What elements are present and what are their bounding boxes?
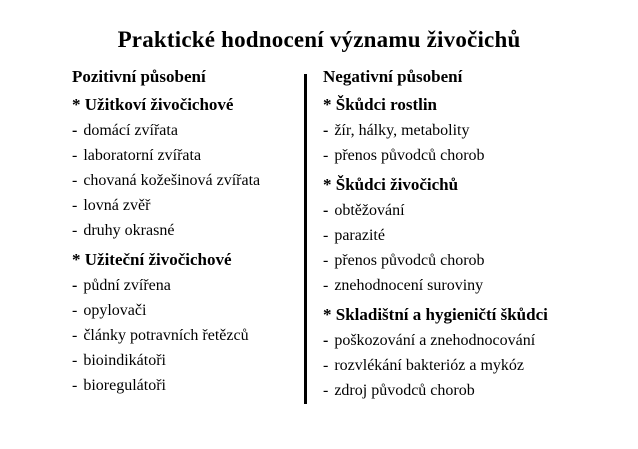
column-header: Negativní působení xyxy=(323,67,463,86)
content-area xyxy=(0,66,638,449)
bullet-dash: - xyxy=(323,147,329,164)
bullet-dash: - xyxy=(323,382,329,399)
section-heading: * Škůdci živočichů xyxy=(323,175,459,194)
section-skudci-rostlin xyxy=(323,94,628,168)
item-text: parazité xyxy=(334,227,385,244)
bullet-dash: - xyxy=(323,332,329,349)
list-item xyxy=(72,168,300,193)
bullet-dash: - xyxy=(323,277,329,294)
section-skudci-zivocichu xyxy=(323,174,628,298)
bullet-dash: - xyxy=(323,357,329,374)
item-text: rozvlékání bakterióz a mykóz xyxy=(334,357,525,374)
list-item xyxy=(323,273,628,298)
bullet-dash: - xyxy=(72,122,78,139)
page-title: Praktické hodnocení významu živočichů xyxy=(117,27,521,52)
bullet-dash: - xyxy=(72,302,78,319)
item-text: články potravních řetězců xyxy=(83,327,249,344)
bullet-dash: - xyxy=(72,172,78,189)
list-item xyxy=(323,248,628,273)
section-heading: * Škůdci rostlin xyxy=(323,95,438,114)
list-item xyxy=(72,298,300,323)
item-text: znehodnocení suroviny xyxy=(334,277,484,294)
bullet-dash: - xyxy=(323,227,329,244)
bullet-dash: - xyxy=(72,277,78,294)
bullet-dash: - xyxy=(323,202,329,219)
item-text: domácí zvířata xyxy=(83,122,178,139)
list-item xyxy=(72,348,300,373)
list-item xyxy=(323,118,628,143)
list-item xyxy=(323,378,628,403)
section-skladistni-skudci xyxy=(323,304,628,403)
item-text: zdroj původců chorob xyxy=(334,382,475,399)
section-heading: * Skladištní a hygieničtí škůdci xyxy=(323,305,548,324)
bullet-dash: - xyxy=(323,122,329,139)
item-text: lovná zvěř xyxy=(83,197,151,214)
section-heading: * Užiteční živočichové xyxy=(72,250,232,269)
item-text: obtěžování xyxy=(334,202,405,219)
list-item xyxy=(72,118,300,143)
item-text: přenos původců chorob xyxy=(334,252,485,269)
bullet-dash: - xyxy=(72,377,78,394)
bullet-dash: - xyxy=(72,222,78,239)
section-heading: * Užitkoví živočichové xyxy=(72,95,234,114)
column-divider-rule xyxy=(304,74,307,404)
list-item xyxy=(323,143,628,168)
item-text: druhy okrasné xyxy=(83,222,175,239)
item-text: laboratorní zvířata xyxy=(83,147,202,164)
column-negative xyxy=(323,66,628,403)
list-item xyxy=(323,198,628,223)
column-positive xyxy=(72,66,300,398)
list-item xyxy=(323,353,628,378)
bullet-dash: - xyxy=(323,252,329,269)
list-item xyxy=(72,323,300,348)
list-item xyxy=(72,193,300,218)
item-text: přenos původců chorob xyxy=(334,147,485,164)
list-item xyxy=(72,273,300,298)
bullet-dash: - xyxy=(72,147,78,164)
item-text: žír, hálky, metabolity xyxy=(334,122,470,139)
item-text: chovaná kožešinová zvířata xyxy=(83,172,261,189)
column-header: Pozitivní působení xyxy=(72,67,206,86)
section-uzitecni xyxy=(72,249,300,398)
list-item xyxy=(72,218,300,243)
item-text: poškozování a znehodnocování xyxy=(334,332,536,349)
list-item xyxy=(72,143,300,168)
bullet-dash: - xyxy=(72,197,78,214)
item-text: opylovači xyxy=(83,302,147,319)
item-text: bioregulátoři xyxy=(83,377,166,394)
list-item xyxy=(72,373,300,398)
bullet-dash: - xyxy=(72,352,78,369)
bullet-dash: - xyxy=(72,327,78,344)
item-text: bioindikátoři xyxy=(83,352,166,369)
list-item xyxy=(323,223,628,248)
item-text: půdní zvířena xyxy=(83,277,171,294)
list-item xyxy=(323,328,628,353)
section-uzitkovi xyxy=(72,94,300,243)
